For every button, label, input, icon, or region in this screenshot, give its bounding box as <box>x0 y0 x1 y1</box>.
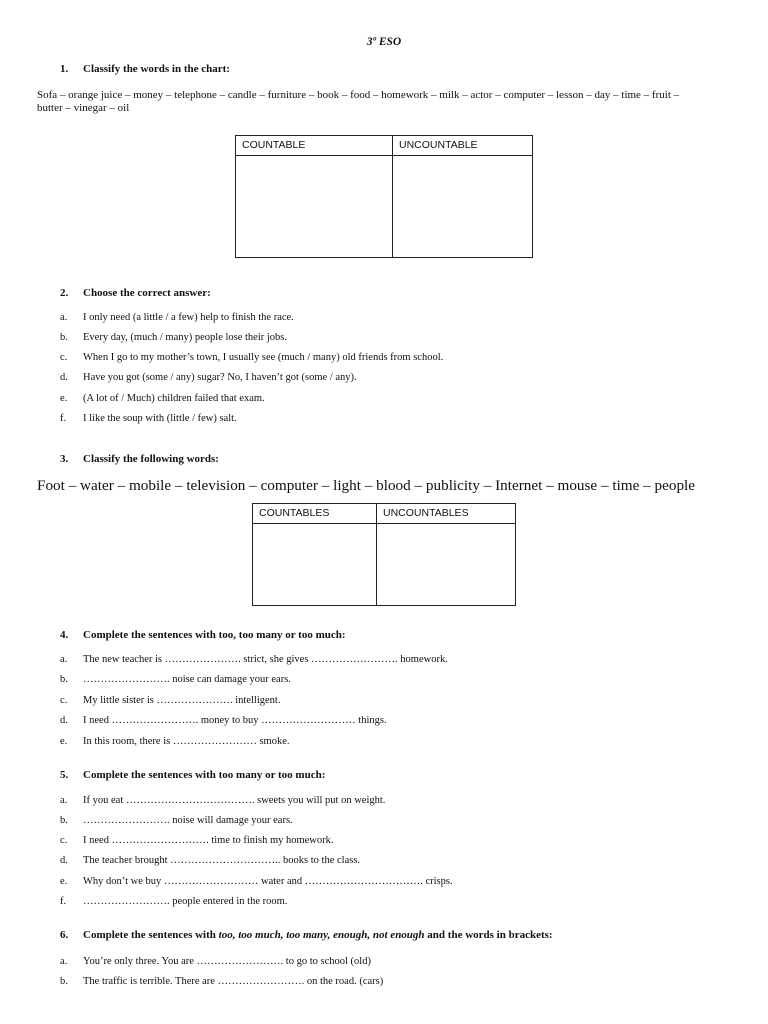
question-1-number: 1. <box>60 63 69 75</box>
uncountables-answer-cell[interactable] <box>377 524 516 606</box>
question-1-classification-table <box>235 135 533 258</box>
question-6-instruction-keywords: too, too much, too many, enough, not enough <box>218 929 425 941</box>
item-text: My little sister is …………………. intelligent. <box>83 695 281 706</box>
item-letter: a. <box>60 654 68 665</box>
item-text: If you eat ………………………………. sweets you will put on weight. <box>83 795 386 806</box>
item-text: The new teacher is …………………. strict, she gives ……………………. homework. <box>83 654 448 665</box>
word-list-line-1: Sofa – orange juice – money – telephone – candle – furniture – book – food – homework – milk – actor – computer – lesson – day – time – fruit – <box>37 89 680 101</box>
item-text: Why don’t we buy ……………………… water and ……………………………. crisps. <box>83 876 453 887</box>
item-letter: e. <box>60 736 68 747</box>
item-letter: d. <box>60 372 68 383</box>
item-letter: b. <box>60 815 68 826</box>
item-text: Have you got (some / any) sugar? No, I haven’t got (some / any). <box>83 372 357 383</box>
question-2-item <box>60 312 294 323</box>
question-5-item <box>60 795 385 806</box>
question-5-heading <box>60 769 325 781</box>
question-3-word-list: Foot – water – mobile – television – computer – light – blood – publicity – Internet – mouse – time – people <box>37 477 696 494</box>
question-1-heading <box>60 63 230 75</box>
column-header-countable: COUNTABLE <box>236 136 393 156</box>
question-3-heading <box>60 453 219 465</box>
countables-answer-cell[interactable] <box>253 524 377 606</box>
question-4-item <box>60 654 448 665</box>
question-2-item <box>60 332 287 343</box>
countable-answer-cell[interactable] <box>236 156 393 258</box>
question-5-item <box>60 896 287 907</box>
question-1-instruction: Classify the words in the chart: <box>83 63 230 75</box>
item-letter: e. <box>60 876 68 887</box>
question-6-heading <box>60 929 553 941</box>
question-4-heading <box>60 629 346 641</box>
question-6-instruction-end: and the words in brackets: <box>427 929 553 941</box>
item-text: I only need (a little / a few) help to finish the race. <box>83 312 294 323</box>
item-text: Every day, (much / many) people lose their jobs. <box>83 332 288 343</box>
question-3-number: 3. <box>60 453 69 465</box>
item-letter: c. <box>60 835 68 846</box>
item-letter: b. <box>60 332 68 343</box>
question-1-word-list <box>37 89 737 115</box>
item-text: ……………………. people entered in the room. <box>83 896 288 907</box>
item-text: I like the soup with (little / few) salt. <box>83 413 237 424</box>
question-5-number: 5. <box>60 769 69 781</box>
item-text: The traffic is terrible. There are ……………………. on the road. (cars) <box>83 976 384 987</box>
question-2-item <box>60 413 237 424</box>
question-3-classification-table <box>252 503 516 606</box>
question-3-instruction: Classify the following words: <box>83 453 219 465</box>
question-4-instruction: Complete the sentences with too, too many or too much: <box>83 629 346 641</box>
question-5-item <box>60 835 334 846</box>
question-2-item <box>60 352 443 363</box>
page-title: 3º ESO <box>366 36 402 48</box>
question-4-item <box>60 674 291 685</box>
question-5-item <box>60 855 360 866</box>
item-text: ……………………. noise will damage your ears. <box>83 815 293 826</box>
question-5-item <box>60 876 453 887</box>
item-letter: a. <box>60 312 68 323</box>
item-letter: f. <box>60 413 67 424</box>
question-2-item <box>60 393 265 404</box>
item-letter: c. <box>60 352 68 363</box>
uncountable-answer-cell[interactable] <box>393 156 533 258</box>
item-text: I need ………………………. time to finish my homework. <box>83 835 334 846</box>
question-6-item <box>60 976 383 987</box>
question-4-item <box>60 736 289 747</box>
item-letter: e. <box>60 393 68 404</box>
item-letter: d. <box>60 855 68 866</box>
item-text: When I go to my mother’s town, I usually see (much / many) old friends from school. <box>83 352 444 363</box>
question-2-heading <box>60 287 211 299</box>
item-letter: f. <box>60 896 67 907</box>
column-header-countables: COUNTABLES <box>253 504 377 524</box>
question-4-item <box>60 695 280 706</box>
question-2-number: 2. <box>60 287 69 299</box>
item-text: I need ……………………. money to buy ……………………… things. <box>83 715 387 726</box>
question-2-item <box>60 372 357 383</box>
question-5-item <box>60 815 293 826</box>
item-letter: b. <box>60 674 68 685</box>
column-header-uncountable: UNCOUNTABLE <box>393 136 533 156</box>
item-letter: b. <box>60 976 68 987</box>
item-letter: a. <box>60 795 68 806</box>
item-letter: a. <box>60 956 68 967</box>
question-6-instruction-start: Complete the sentences with <box>83 929 216 941</box>
question-4-number: 4. <box>60 629 69 641</box>
item-letter: d. <box>60 715 68 726</box>
item-text: (A lot of / Much) children failed that exam. <box>83 393 265 404</box>
item-text: In this room, there is …………………… smoke. <box>83 736 290 747</box>
item-text: You’re only three. You are ……………………. to go to school (old) <box>83 956 371 967</box>
item-text: The teacher brought ………………………….. books to the class. <box>83 855 361 866</box>
question-5-instruction: Complete the sentences with too many or too much: <box>83 769 326 781</box>
question-6-item <box>60 956 371 967</box>
question-2-instruction: Choose the correct answer: <box>83 287 211 299</box>
question-4-item <box>60 715 387 726</box>
question-6-number: 6. <box>60 929 69 941</box>
item-letter: c. <box>60 695 68 706</box>
word-list-line-2: butter – vinegar – oil <box>37 102 130 114</box>
item-text: ……………………. noise can damage your ears. <box>83 674 291 685</box>
column-header-uncountables: UNCOUNTABLES <box>377 504 516 524</box>
